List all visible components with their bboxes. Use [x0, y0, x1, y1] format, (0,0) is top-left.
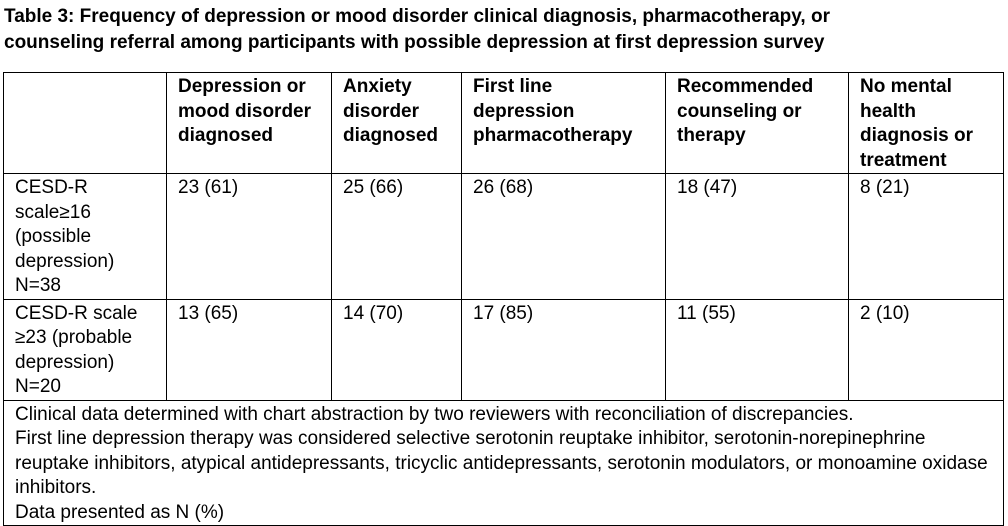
footnote-line: Data presented as N (%) [15, 501, 225, 523]
table-cell: 17 (85) [462, 299, 666, 400]
row-label: CESD-R scale≥16 (possible depression) N=38 [4, 174, 167, 300]
footnote-line: First line depression therapy was considered selective serotonin reuptake inhibitor, serotonin-norepinephrine reuptake inhibitors, atypical antidepressants, tricyclic antidepressants, serotonin modulators, or monoamine oxidase inhibitors. [15, 428, 988, 498]
table-cell: 13 (65) [167, 299, 332, 400]
footnote-line: Clinical data determined with chart abstraction by two reviewers with reconciliation of discrepancies. [15, 403, 854, 425]
table-footnote-row [4, 400, 1004, 526]
table-cell: 23 (61) [167, 174, 332, 300]
header-no-mental-health: No mental health diagnosis or treatment [849, 73, 1004, 174]
table-row [4, 174, 1004, 300]
table-cell: 2 (10) [849, 299, 1004, 400]
row-label: CESD-R scale ≥23 (probable depression) N=20 [4, 299, 167, 400]
table-row [4, 299, 1004, 400]
table-caption [4, 4, 1004, 56]
header-anxiety-diagnosed: Anxiety disorder diagnosed [332, 73, 462, 174]
table-footnote [4, 400, 1004, 526]
table-cell: 26 (68) [462, 174, 666, 300]
table-cell: 11 (55) [666, 299, 849, 400]
header-first-line-pharmacotherapy: First line depression pharmacotherapy [462, 73, 666, 174]
header-recommended-counseling: Recommended counseling or therapy [666, 73, 849, 174]
caption-line-1: Table 3: Frequency of depression or mood disorder clinical diagnosis, pharmacotherapy, or [4, 6, 830, 27]
header-row [4, 73, 1004, 174]
table-cell: 14 (70) [332, 299, 462, 400]
caption-line-2: counseling referral among participants with possible depression at first depression survey [4, 32, 825, 53]
table-cell: 18 (47) [666, 174, 849, 300]
header-depression-diagnosed: Depression or mood disorder diagnosed [167, 73, 332, 174]
table-cell: 8 (21) [849, 174, 1004, 300]
header-cell-empty [4, 73, 167, 174]
frequency-table [3, 72, 1004, 526]
table-cell: 25 (66) [332, 174, 462, 300]
